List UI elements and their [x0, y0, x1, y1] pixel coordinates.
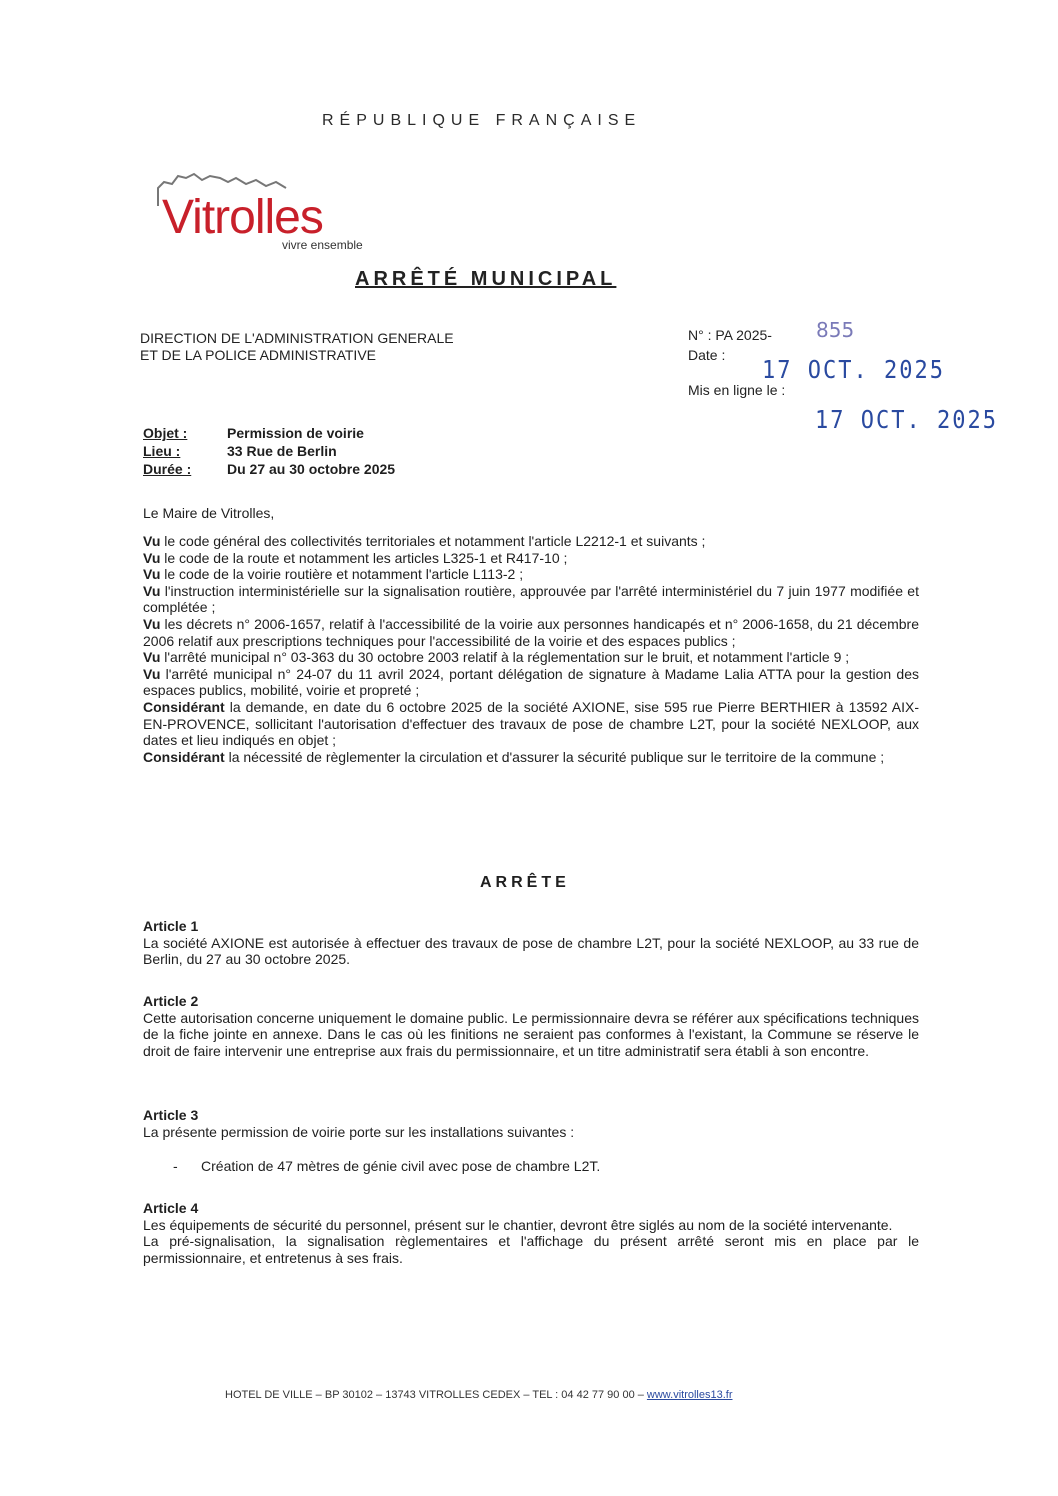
- lieu-value: 33 Rue de Berlin: [227, 443, 337, 459]
- republique-heading: RÉPUBLIQUE FRANÇAISE: [322, 112, 642, 129]
- document-title: ARRÊTÉ MUNICIPAL: [355, 268, 617, 290]
- footer: [225, 1389, 733, 1401]
- article-text: La présente permission de voirie porte sur les installations suivantes :: [143, 1123, 575, 1140]
- date-label: Date :: [688, 347, 726, 363]
- reference-number-label: N° : PA 2025-: [688, 327, 772, 343]
- article-text: La société AXIONE est autorisée à effectuer des travaux de pose de chambre L2T, pour la société NEXLOOP, au 33 rue de Berlin, du 27 au 30 octobre 2025.: [143, 934, 919, 968]
- visa-item: Vu l'arrêté municipal n° 24-07 du 11 avril 2024, portant délégation de signature à Madame Lalia ATTA pour la gestion des espaces publics, mobilité, voirie et propreté ;: [143, 665, 919, 699]
- article-3: [143, 1107, 919, 1175]
- online-date-label: Mis en ligne le :: [688, 382, 786, 398]
- visa-item: Vu le code de la route et notamment les articles L325-1 et R417-10 ;: [143, 549, 568, 566]
- visa-item: Vu les décrets n° 2006-1657, relatif à l'accessibilité de la voirie aux personnes handicapés et n° 2006-1658, du 21 décembre 2006 relatif aux prescriptions techniques pour l'accessibilité de la voirie et des espaces publics ;: [143, 615, 919, 649]
- article-title: Article 3: [143, 1107, 199, 1123]
- visa-item: Vu l'instruction interministérielle sur la signalisation routière, approuvée par l'arrêté interministériel du 7 juin 1977 modifiée et complétée ;: [143, 582, 919, 616]
- objet-block: [143, 424, 395, 478]
- direction-block: [140, 330, 454, 364]
- visa-item: Considérant la demande, en date du 6 octobre 2025 de la société AXIONE, sise 595 rue Pierre BERTHIER à 13592 AIX-EN-PROVENCE, sollicitant l'autorisation d'effectuer des travaux de pose de chambre L2T, pour la société NEXLOOP, aux dates et lieu indiqués en objet ;: [143, 698, 919, 749]
- article-bullet: - Création de 47 mètres de génie civil avec pose de chambre L2T.: [173, 1158, 601, 1175]
- article-text: Les équipements de sécurité du personnel, présent sur le chantier, devront être siglés au nom de la société intervenante.: [143, 1216, 893, 1233]
- reference-number-handwritten: 855: [816, 318, 855, 342]
- article-2: [143, 993, 919, 1059]
- logo-tagline: vivre ensemble: [282, 238, 363, 252]
- lieu-label: Lieu :: [143, 443, 181, 459]
- objet-value: Permission de voirie: [227, 425, 364, 441]
- visa-item: Vu l'arrêté municipal n° 03-363 du 30 octobre 2003 relatif à la réglementation sur le bruit, et notamment l'article 9 ;: [143, 649, 850, 666]
- visas-list: [143, 533, 919, 765]
- visa-item: Vu le code général des collectivités territoriales et notamment l'article L2212-1 et suivants ;: [143, 533, 706, 549]
- arrete-heading: ARRÊTE: [480, 874, 570, 891]
- article-title: Article 2: [143, 993, 199, 1009]
- duree-label: Durée :: [143, 461, 192, 477]
- visa-item: Vu le code de la voirie routière et notamment l'article L113-2 ;: [143, 566, 524, 583]
- reference-block: [688, 318, 855, 365]
- direction-line-1: DIRECTION DE L'ADMINISTRATION GENERALE: [140, 330, 454, 346]
- footer-website-link[interactable]: www.vitrolles13.fr: [646, 1389, 733, 1401]
- article-title: Article 1: [143, 918, 199, 934]
- duree-value: Du 27 au 30 octobre 2025: [227, 461, 396, 477]
- article-1: [143, 918, 919, 968]
- online-date-stamp: 17 OCT. 2025: [815, 406, 998, 435]
- article-title: Article 4: [143, 1200, 199, 1216]
- article-4: [143, 1200, 919, 1266]
- article-text: Cette autorisation concerne uniquement le domaine public. Le permissionnaire devra se référer aux spécifications techniques de la fiche jointe en annexe. Dans le cas où les finitions ne seraient pas conformes à l'existant, la Commune se réserve le droit de faire intervenir une entreprise aux frais du permissionnaire, et un titre administratif sera établi à son encontre.: [143, 1009, 919, 1059]
- date-stamp: 17 OCT. 2025: [762, 356, 945, 385]
- article-text: La pré-signalisation, la signalisation règlementaires et l'affichage du présent arrêté seront mis en place par le permissionnaire, et entretenus à ses frais.: [143, 1233, 919, 1266]
- maire-intro: Le Maire de Vitrolles,: [143, 505, 275, 521]
- objet-label: Objet :: [143, 425, 188, 441]
- direction-line-2: ET DE LA POLICE ADMINISTRATIVE: [140, 347, 376, 363]
- vitrolles-logo: [150, 168, 400, 258]
- logo-word: Vitrolles: [162, 191, 323, 244]
- visa-item: Considérant la nécessité de règlementer la circulation et d'assurer la sécurité publique sur le territoire de la commune ;: [143, 748, 885, 765]
- footer-address: HOTEL DE VILLE – BP 30102 – 13743 VITROLLES CEDEX – TEL : 04 42 77 90 00 –: [225, 1389, 647, 1401]
